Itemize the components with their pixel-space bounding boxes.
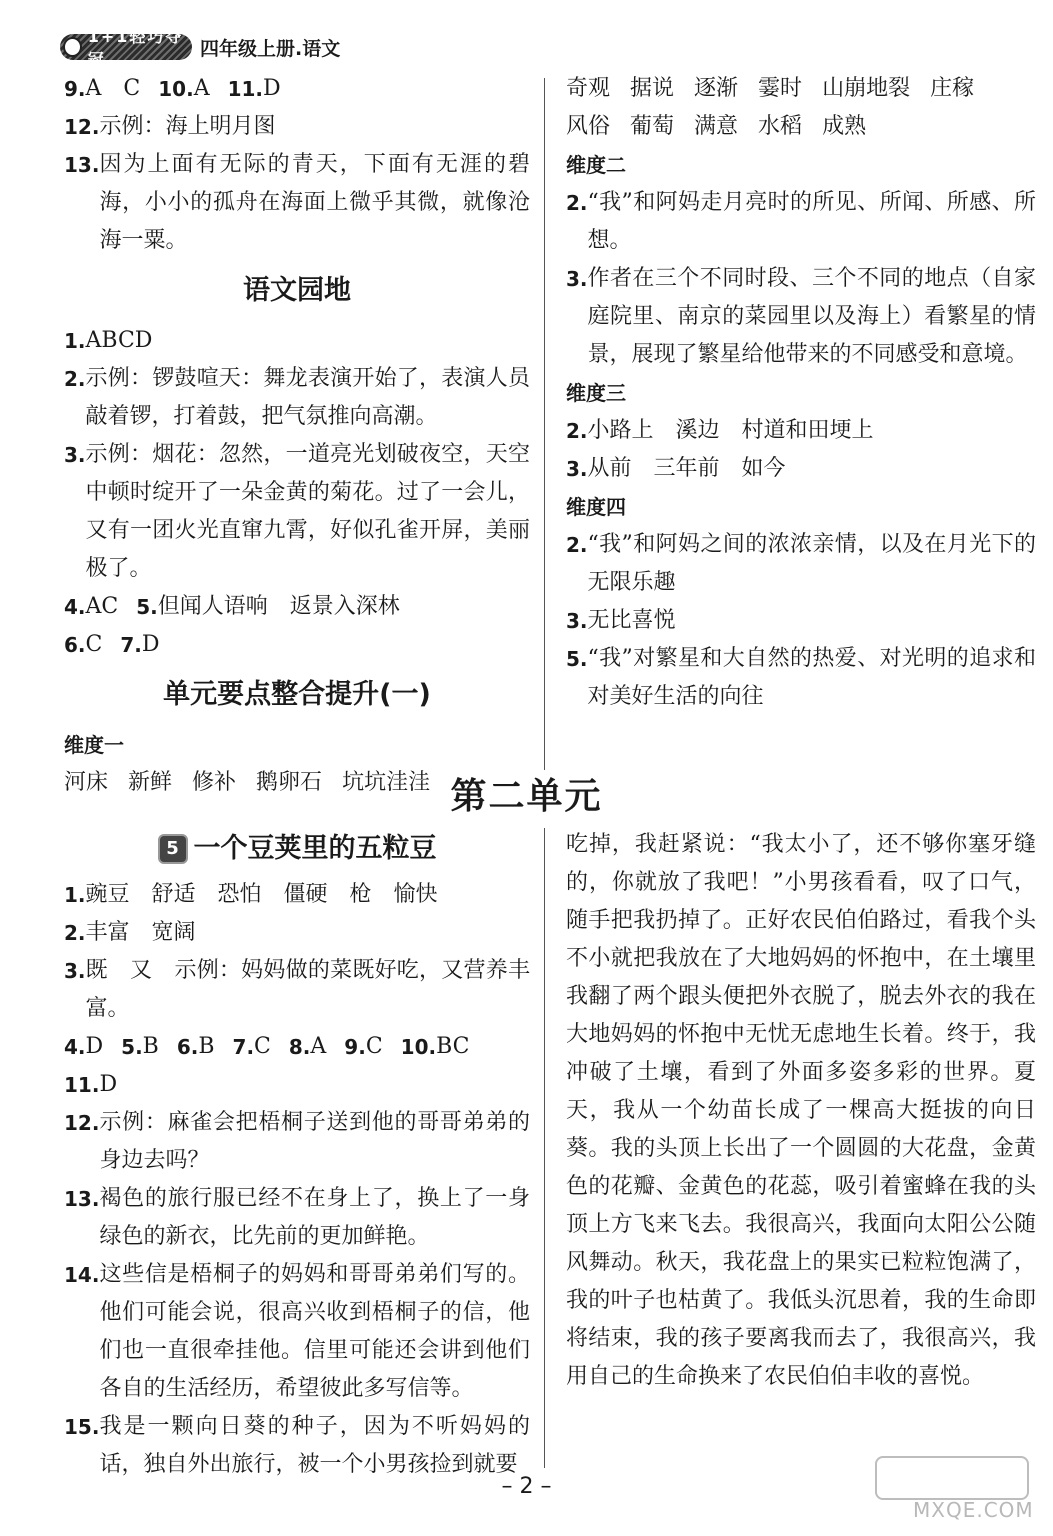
word: 庄稼 xyxy=(930,76,975,101)
answer-num: 6. xyxy=(64,633,86,657)
answer-num: 9. xyxy=(344,1035,366,1059)
answer-num: 3. xyxy=(566,267,588,291)
answer-num: 9. xyxy=(64,77,86,101)
answer-text: “我”和阿妈走月亮时的所见、所闻、所感、所想。 xyxy=(587,190,1036,253)
answer-num: 12. xyxy=(64,115,100,139)
answer-num: 2. xyxy=(64,921,86,945)
bottom-right-column xyxy=(566,826,1036,1396)
word: 山崩地裂 xyxy=(822,76,911,101)
answer-num: 12. xyxy=(64,1111,100,1135)
word: 水稻 xyxy=(758,114,803,139)
answer-num: 11. xyxy=(227,77,264,101)
answer-num: 8. xyxy=(288,1035,311,1059)
word: 霎时 xyxy=(758,76,803,101)
word: 鹅卵石 xyxy=(256,770,323,795)
answer-num: 5. xyxy=(121,1035,143,1059)
answer-text: 既 又 示例：妈妈做的菜既好吃，又营养丰富。 xyxy=(85,958,530,1021)
word-row-1 xyxy=(566,70,1036,108)
answer-text: 丰富 宽阔 xyxy=(85,920,196,945)
word: 据说 xyxy=(630,76,675,101)
lesson-title-text: 一个豆荚里的五粒豆 xyxy=(193,833,437,864)
dim2-answer-2 xyxy=(566,184,1036,260)
column-divider-top xyxy=(544,78,545,770)
top-left-column xyxy=(64,70,530,802)
answer-text: 褐色的旅行服已经不在身上了，换上了一身绿色的新衣，比先前的更加鲜艳。 xyxy=(99,1186,530,1249)
column-divider-bottom xyxy=(544,828,545,1468)
lesson-answer-4-10 xyxy=(64,1028,530,1066)
lesson-answer-11 xyxy=(64,1066,530,1104)
answer-13 xyxy=(64,146,530,260)
answer-num: 13. xyxy=(64,153,100,177)
answer-num: 5. xyxy=(566,647,588,671)
answer-num: 1. xyxy=(64,883,86,907)
answer-text: 但闻人语响 返景入深林 xyxy=(157,594,400,619)
answer-num: 11. xyxy=(64,1073,100,1097)
answer-num: 6. xyxy=(176,1035,199,1059)
answer-text: “我”和阿妈之间的浓浓亲情，以及在月光下的无限乐趣 xyxy=(587,532,1036,595)
yuandi-answer-2 xyxy=(64,360,530,436)
answer-num: 2. xyxy=(566,191,588,215)
word: 满意 xyxy=(694,114,739,139)
answer-text: 这些信是梧桐子的妈妈和哥哥弟弟们写的。他们可能会说，很高兴收到梧桐子的信，他们也一直很牵挂他。信里可能还会讲到他们各自的生活经历，希望彼此多写信等。 xyxy=(99,1262,530,1401)
unit-title: 第二单元 xyxy=(450,776,603,817)
word: 风俗 xyxy=(566,114,611,139)
word: 修补 xyxy=(192,770,237,795)
answer-text: 示例：海上明月图 xyxy=(99,114,276,139)
answer-9-10-11 xyxy=(64,70,530,108)
lesson-answer-3 xyxy=(64,952,530,1028)
word: 逐渐 xyxy=(694,76,739,101)
answer-text: C xyxy=(85,632,103,657)
dim4-answer-5 xyxy=(566,640,1036,716)
answer-text: 无比喜悦 xyxy=(587,608,676,633)
answer-text: 因为上面有无际的青天，下面有无涯的碧海，小小的孤舟在海面上微乎其微，就像沧海一粟。 xyxy=(99,152,530,253)
publisher-logo xyxy=(60,27,192,69)
yuandi-answer-6-7 xyxy=(64,626,530,664)
answer-num: 3. xyxy=(566,609,588,633)
word: 坑坑洼洼 xyxy=(342,770,431,795)
yuandi-answer-3 xyxy=(64,436,530,588)
lesson-answer-2 xyxy=(64,914,530,952)
page-header xyxy=(60,27,341,69)
answer-num: 3. xyxy=(64,959,86,983)
dim3-answer-2 xyxy=(566,412,1036,450)
word: 成熟 xyxy=(822,114,867,139)
word: 奇观 xyxy=(566,76,611,101)
bottom-left-column xyxy=(64,826,530,1484)
answer-text: A xyxy=(310,1034,327,1059)
dim4-answer-3 xyxy=(566,602,1036,640)
dim3-answer-3 xyxy=(566,450,1036,488)
dim2-answer-3 xyxy=(566,260,1036,374)
answer-num: 5. xyxy=(136,595,158,619)
answer-text: A C xyxy=(85,76,141,101)
answer-text: AC xyxy=(85,594,119,619)
answer-text: 豌豆 舒适 恐怕 僵硬 枪 愉快 xyxy=(85,882,438,907)
answer-text: D xyxy=(85,1034,104,1059)
answer-text: “我”对繁星和大自然的热爱、对光明的追求和对美好生活的向往 xyxy=(587,646,1036,709)
answer-num: 4. xyxy=(64,1035,86,1059)
answer-num: 2. xyxy=(566,419,588,443)
answer-text: 小路上 溪边 村道和田埂上 xyxy=(587,418,874,443)
dimension-1-label: 维度一 xyxy=(64,733,124,757)
answer-text: D xyxy=(99,1072,118,1097)
section-title-yuwen-yuandi: 语文园地 xyxy=(243,275,351,306)
answer-num: 2. xyxy=(64,367,86,391)
answer-15-continuation: 吃掉，我赶紧说：“我太小了，还不够你塞牙缝的，你就放了我吧！”小男孩看看，叹了口气，随手把我扔掉了。正好农民伯伯路过，看我个头不小就把我放在了大地妈妈的怀抱中，在土壤里我翻了两个跟头便把外衣脱了，脱去外衣的我在大地妈妈的怀抱中无忧无虑地生长着。终于，我冲破了土壤，看到了外面多姿多彩的世界。夏天，我从一个幼苗长成了一棵高大挺拔的向日葵。我的头顶上长出了一个圆圆的大花盘，金黄色的花瓣、金黄色的花蕊，吸引着蜜蜂在我的头顶上方飞来飞去。我很高兴，我面向太阳公公随风舞动。秋天，我花盘上的果实已粒粒饱满了，我的叶子也枯黄了。我低头沉思着，我的生命即将结束，我的孩子要离我而去了，我很高兴，我用自己的生命换来了农民伯伯丰收的喜悦。 xyxy=(566,832,1036,1389)
answer-num: 10. xyxy=(400,1035,437,1059)
word: 葡萄 xyxy=(630,114,675,139)
word-row-2 xyxy=(566,108,1036,146)
answer-text: 从前 三年前 如今 xyxy=(587,456,786,481)
answer-text: BC xyxy=(436,1034,470,1059)
answer-text: C xyxy=(365,1034,383,1059)
logo-text: 1+1轻巧夺冠 xyxy=(87,27,184,69)
answer-text: 示例：麻雀会把梧桐子送到他的哥哥弟弟的身边去吗？ xyxy=(99,1110,530,1173)
yuandi-answer-4-5 xyxy=(64,588,530,626)
lesson-answer-12 xyxy=(64,1104,530,1180)
lesson-title xyxy=(64,826,530,872)
top-right-column xyxy=(566,70,1036,716)
answer-text: 我是一颗向日葵的种子，因为不听妈妈的话，独自外出旅行，被一个小男孩捡到就要 xyxy=(99,1414,530,1477)
answer-num: 13. xyxy=(64,1187,100,1211)
watermark-logo xyxy=(875,1450,1045,1522)
answer-text: B xyxy=(142,1034,159,1059)
answer-num: 10. xyxy=(158,77,194,101)
answer-num: 7. xyxy=(120,633,142,657)
answer-num: 14. xyxy=(64,1263,100,1287)
dimension-4-label: 维度四 xyxy=(566,495,626,519)
answer-num: 3. xyxy=(64,443,86,467)
lesson-answer-15 xyxy=(64,1408,530,1484)
answer-text: C xyxy=(254,1034,271,1059)
logo-circle-icon xyxy=(63,37,82,57)
answer-text: 作者在三个不同时段、三个不同的地点（自家庭院里、南京的菜园里以及海上）看繁星的情景，展现了繁星给他带来的不同感受和意境。 xyxy=(587,266,1036,367)
watermark-frame xyxy=(875,1456,1029,1500)
dimension-2-label: 维度二 xyxy=(566,153,626,177)
word: 河床 xyxy=(64,770,109,795)
word: 新鲜 xyxy=(128,770,173,795)
watermark-text: MXQE.COM xyxy=(913,1498,1034,1522)
answer-text: D xyxy=(263,76,281,101)
answer-text: ABCD xyxy=(85,328,153,353)
dimension-3-label: 维度三 xyxy=(566,381,626,405)
answer-text: 示例：烟花：忽然，一道亮光划破夜空，天空中顿时绽开了一朵金黄的菊花。过了一会儿，又有一团火光直窜九霄，好似孔雀开屏，美丽极了。 xyxy=(85,442,530,581)
lesson-answer-14 xyxy=(64,1256,530,1408)
section-title-unit-summary: 单元要点整合提升(一) xyxy=(163,679,431,710)
answer-text: 示例：锣鼓喧天：舞龙表演开始了，表演人员敲着锣，打着鼓，把气氛推向高潮。 xyxy=(85,366,530,429)
answer-num: 4. xyxy=(64,595,86,619)
answer-text: D xyxy=(141,632,160,657)
page-number: – 2 – xyxy=(501,1474,552,1499)
lesson-number-badge: 5 xyxy=(158,834,188,864)
answer-12 xyxy=(64,108,530,146)
answer-text: A xyxy=(193,76,210,101)
dim4-answer-2 xyxy=(566,526,1036,602)
answer-num: 1. xyxy=(64,329,86,353)
answer-text: B xyxy=(198,1034,215,1059)
lesson-answer-1 xyxy=(64,876,530,914)
lesson-answer-13 xyxy=(64,1180,530,1256)
answer-num: 7. xyxy=(232,1035,255,1059)
answer-num: 15. xyxy=(64,1415,100,1439)
yuandi-answer-1 xyxy=(64,322,530,360)
answer-num: 2. xyxy=(566,533,588,557)
book-title: 四年级上册.语文 xyxy=(200,37,341,60)
answer-num: 3. xyxy=(566,457,588,481)
